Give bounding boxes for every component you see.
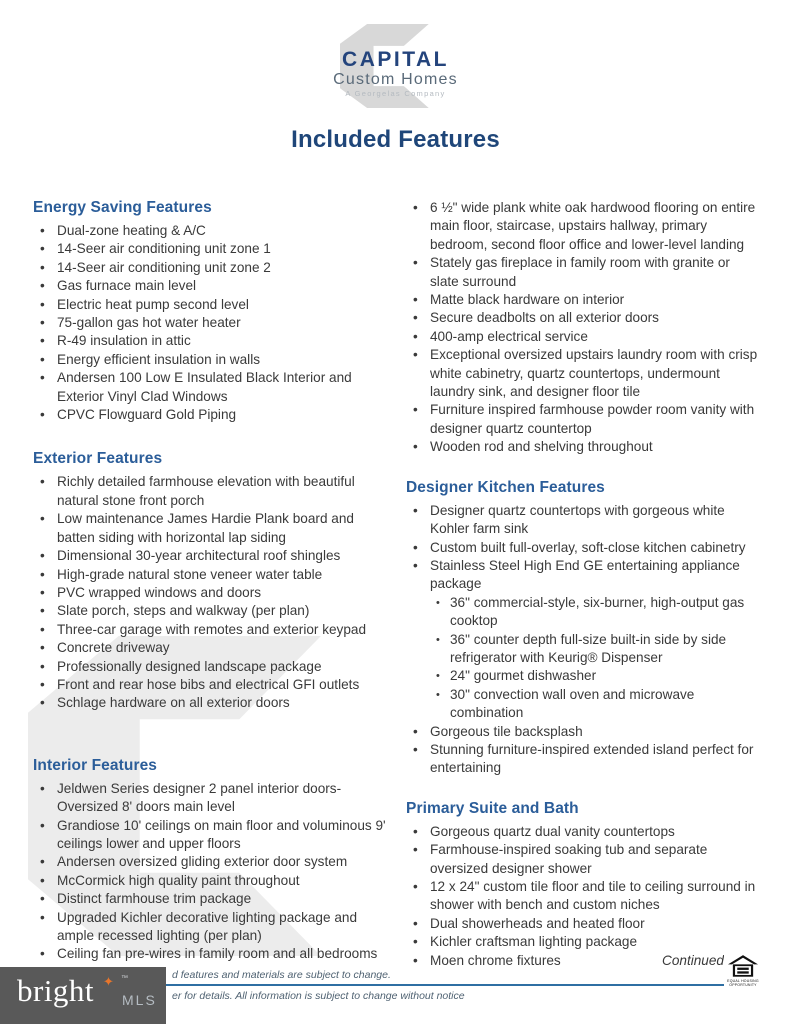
feature-item-text: Richly detailed farmhouse elevation with beautiful natural stone front porch bbox=[57, 474, 355, 508]
equal-housing-house-icon bbox=[728, 955, 758, 979]
feature-item bbox=[406, 723, 762, 741]
feature-item-text: Gas furnace main level bbox=[57, 278, 197, 294]
feature-item-text: Stunning furniture-inspired extended island perfect for entertaining bbox=[430, 741, 754, 776]
feature-item-text: High-grade natural stone veneer water table bbox=[57, 566, 323, 582]
feature-item-text: Wooden rod and shelving throughout bbox=[430, 439, 653, 455]
feature-item bbox=[33, 277, 389, 295]
feature-list bbox=[33, 473, 389, 712]
bright-star-icon: ✦ bbox=[103, 974, 114, 989]
equal-housing-text-1: EQUAL HOUSING bbox=[727, 979, 759, 983]
feature-section bbox=[406, 800, 762, 970]
brand-subtitle: Custom Homes bbox=[333, 71, 458, 88]
feature-columns bbox=[33, 199, 762, 970]
feature-item-text: Gorgeous tile backsplash bbox=[430, 723, 583, 739]
section-heading: Energy Saving Features bbox=[33, 199, 212, 216]
feature-item-text: Schlage hardware on all exterior doors bbox=[57, 695, 290, 711]
feature-item bbox=[33, 872, 389, 890]
feature-item bbox=[406, 557, 762, 723]
feature-item-text: Grandiose 10' ceilings on main floor and voluminous 9' ceilings lower and upper floors bbox=[57, 817, 386, 851]
feature-item bbox=[33, 566, 389, 584]
feature-item-text: Secure deadbolts on all exterior doors bbox=[430, 310, 659, 326]
page-title: Included Features bbox=[291, 126, 500, 153]
feature-item bbox=[406, 915, 762, 933]
footer-disclaimer-1: d features and materials are subject to change. bbox=[172, 969, 391, 981]
feature-subitem: • 36" commercial-style, six-burner, high-output gas cooktop bbox=[430, 594, 762, 631]
feature-item bbox=[33, 240, 389, 258]
feature-item bbox=[406, 328, 762, 346]
feature-subitem: • 24" gourmet dishwasher bbox=[430, 667, 762, 685]
feature-list bbox=[33, 780, 389, 964]
section-heading: Designer Kitchen Features bbox=[406, 478, 605, 496]
feature-item bbox=[33, 369, 389, 406]
feature-sublist bbox=[430, 594, 762, 723]
feature-item bbox=[33, 853, 389, 871]
equal-housing-logo bbox=[724, 955, 762, 988]
feature-item-text: Dual-zone heating & A/C bbox=[57, 223, 206, 238]
feature-item bbox=[33, 909, 389, 946]
feature-item-text: PVC wrapped windows and doors bbox=[57, 584, 262, 600]
feature-item bbox=[33, 817, 389, 854]
feature-subitem: • 30" convection wall oven and microwave combination bbox=[430, 686, 762, 723]
feature-item bbox=[406, 823, 762, 841]
bright-mls-label: MLS bbox=[122, 992, 157, 1008]
brand-tagline: A Georgelas Company bbox=[345, 89, 446, 98]
feature-item-text: Electric heat pump second level bbox=[57, 296, 249, 312]
feature-item-text: Distinct farmhouse trim package bbox=[57, 891, 252, 907]
feature-item bbox=[406, 741, 762, 778]
feature-item bbox=[33, 259, 389, 277]
feature-item-text: Farmhouse-inspired soaking tub and separate oversized designer shower bbox=[430, 842, 708, 876]
feature-item-text: Jeldwen Series designer 2 panel interior doors- Oversized 8' doors main level bbox=[57, 780, 342, 815]
feature-item-text: R-49 insulation in attic bbox=[57, 333, 191, 349]
section-heading: Exterior Features bbox=[33, 450, 163, 468]
feature-item bbox=[33, 945, 389, 963]
feature-item bbox=[33, 639, 389, 657]
feature-item bbox=[33, 332, 389, 350]
feature-item-text: 75-gallon gas hot water heater bbox=[57, 315, 241, 331]
feature-item bbox=[33, 296, 389, 314]
feature-item-text: Stately gas fireplace in family room with granite or slate surround bbox=[430, 255, 730, 289]
feature-item-text: Dual showerheads and heated floor bbox=[430, 915, 645, 931]
feature-item-text: McCormick high quality paint throughout bbox=[57, 872, 300, 888]
feature-item bbox=[406, 841, 762, 878]
brand-header bbox=[0, 22, 791, 114]
feature-item-text: Andersen 100 Low E Insulated Black Interior and Exterior Vinyl Clad Windows bbox=[57, 370, 352, 404]
feature-section bbox=[406, 479, 762, 778]
feature-item bbox=[406, 346, 762, 401]
feature-item bbox=[33, 584, 389, 602]
feature-item bbox=[406, 878, 762, 915]
feature-item-text: Ceiling fan pre-wires in family room and all bedrooms bbox=[57, 946, 378, 962]
feature-item bbox=[406, 199, 762, 254]
feature-item bbox=[33, 406, 389, 424]
feature-item bbox=[33, 473, 389, 510]
feature-item-text: Upgraded Kichler decorative lighting package and ample recessed lighting (per plan) bbox=[57, 909, 358, 943]
feature-item-text: 400-amp electrical service bbox=[430, 328, 588, 344]
feature-item bbox=[406, 502, 762, 539]
continued-label: Continued bbox=[662, 952, 724, 968]
feature-item-text: Dimensional 30-year architectural roof shingles bbox=[57, 548, 341, 564]
feature-item-text: Professionally designed landscape package bbox=[57, 658, 322, 674]
section-heading: Primary Suite and Bath bbox=[406, 799, 579, 817]
feature-list bbox=[406, 823, 762, 970]
feature-item bbox=[33, 510, 389, 547]
brand-name: CAPITAL bbox=[342, 48, 449, 71]
feature-item-text: Exceptional oversized upstairs laundry room with crisp white cabinetry, quartz countertops, undermount laundry sink, and designer floor tile bbox=[430, 347, 758, 400]
feature-item bbox=[406, 933, 762, 951]
bright-wordmark: bright bbox=[17, 973, 95, 1008]
feature-item-text: Gorgeous quartz dual vanity countertops bbox=[430, 823, 675, 839]
feature-item-text: Slate porch, steps and walkway (per plan) bbox=[57, 603, 310, 619]
feature-item-text: 14-Seer air conditioning unit zone 1 bbox=[57, 241, 271, 257]
feature-item bbox=[33, 314, 389, 332]
bright-trademark: ™ bbox=[121, 975, 128, 982]
feature-item-text: 6 ½" wide plank white oak hardwood flooring on entire main floor, staircase, upstairs hallway, primary bedroom, second floor office and lower-level landing bbox=[430, 200, 756, 252]
feature-section bbox=[33, 450, 389, 712]
feature-item-text: Stainless Steel High End GE entertaining appliance package bbox=[430, 557, 740, 592]
feature-item bbox=[406, 539, 762, 557]
feature-list bbox=[406, 199, 762, 457]
footer-disclaimer-2: er for details. All information is subject to change without notice bbox=[172, 990, 465, 1002]
feature-item bbox=[33, 890, 389, 908]
equal-housing-text-2: OPPORTUNITY bbox=[729, 983, 757, 987]
feature-subitem: • 36" counter depth full-size built-in side by side refrigerator with Keurig® Dispenser bbox=[430, 631, 762, 668]
feature-item-text: Matte black hardware on interior bbox=[430, 292, 625, 308]
bright-mls-logo bbox=[0, 967, 166, 1024]
feature-item-text: Furniture inspired farmhouse powder room vanity with designer quartz countertop bbox=[430, 402, 755, 436]
feature-list bbox=[406, 502, 762, 778]
feature-item-text: Andersen oversized gliding exterior door system bbox=[57, 854, 348, 870]
feature-item-text: Kichler craftsman lighting package bbox=[430, 934, 638, 950]
feature-item bbox=[33, 351, 389, 369]
feature-item bbox=[33, 621, 389, 639]
right-column bbox=[406, 199, 762, 970]
feature-section bbox=[33, 199, 389, 424]
feature-item-text: Front and rear hose bibs and electrical GFI outlets bbox=[57, 676, 360, 692]
feature-item bbox=[406, 952, 762, 970]
feature-item bbox=[33, 676, 389, 694]
feature-item-text: Custom built full-overlay, soft-close kitchen cabinetry bbox=[430, 539, 746, 555]
feature-item-text: 12 x 24" custom tile floor and tile to ceiling surround in shower with bench and custom niches bbox=[430, 879, 756, 913]
feature-section bbox=[33, 757, 389, 964]
feature-item-text: Concrete driveway bbox=[57, 640, 170, 656]
feature-item-text: Three-car garage with remotes and exterior keypad bbox=[57, 621, 367, 637]
feature-item bbox=[406, 309, 762, 327]
feature-item bbox=[406, 401, 762, 438]
feature-section bbox=[406, 199, 762, 457]
feature-item-text: Moen chrome fixtures bbox=[430, 952, 561, 968]
feature-item bbox=[33, 547, 389, 565]
left-column bbox=[33, 199, 389, 970]
feature-item-text: Energy efficient insulation in walls bbox=[57, 351, 261, 367]
feature-item-text: Designer quartz countertops with gorgeous white Kohler farm sink bbox=[430, 502, 725, 537]
feature-item bbox=[406, 291, 762, 309]
feature-item-text: 14-Seer air conditioning unit zone 2 bbox=[57, 259, 271, 275]
feature-list bbox=[33, 222, 389, 424]
feature-item bbox=[406, 438, 762, 456]
feature-item bbox=[33, 222, 389, 240]
section-heading: Interior Features bbox=[33, 756, 158, 774]
feature-item-text: Low maintenance James Hardie Plank board and batten siding with horizontal lap siding bbox=[57, 511, 354, 545]
feature-item bbox=[33, 602, 389, 620]
feature-item bbox=[33, 694, 389, 712]
feature-item-text: CPVC Flowguard Gold Piping bbox=[57, 407, 237, 423]
feature-item bbox=[406, 254, 762, 291]
feature-item bbox=[33, 658, 389, 676]
feature-item bbox=[33, 780, 389, 817]
